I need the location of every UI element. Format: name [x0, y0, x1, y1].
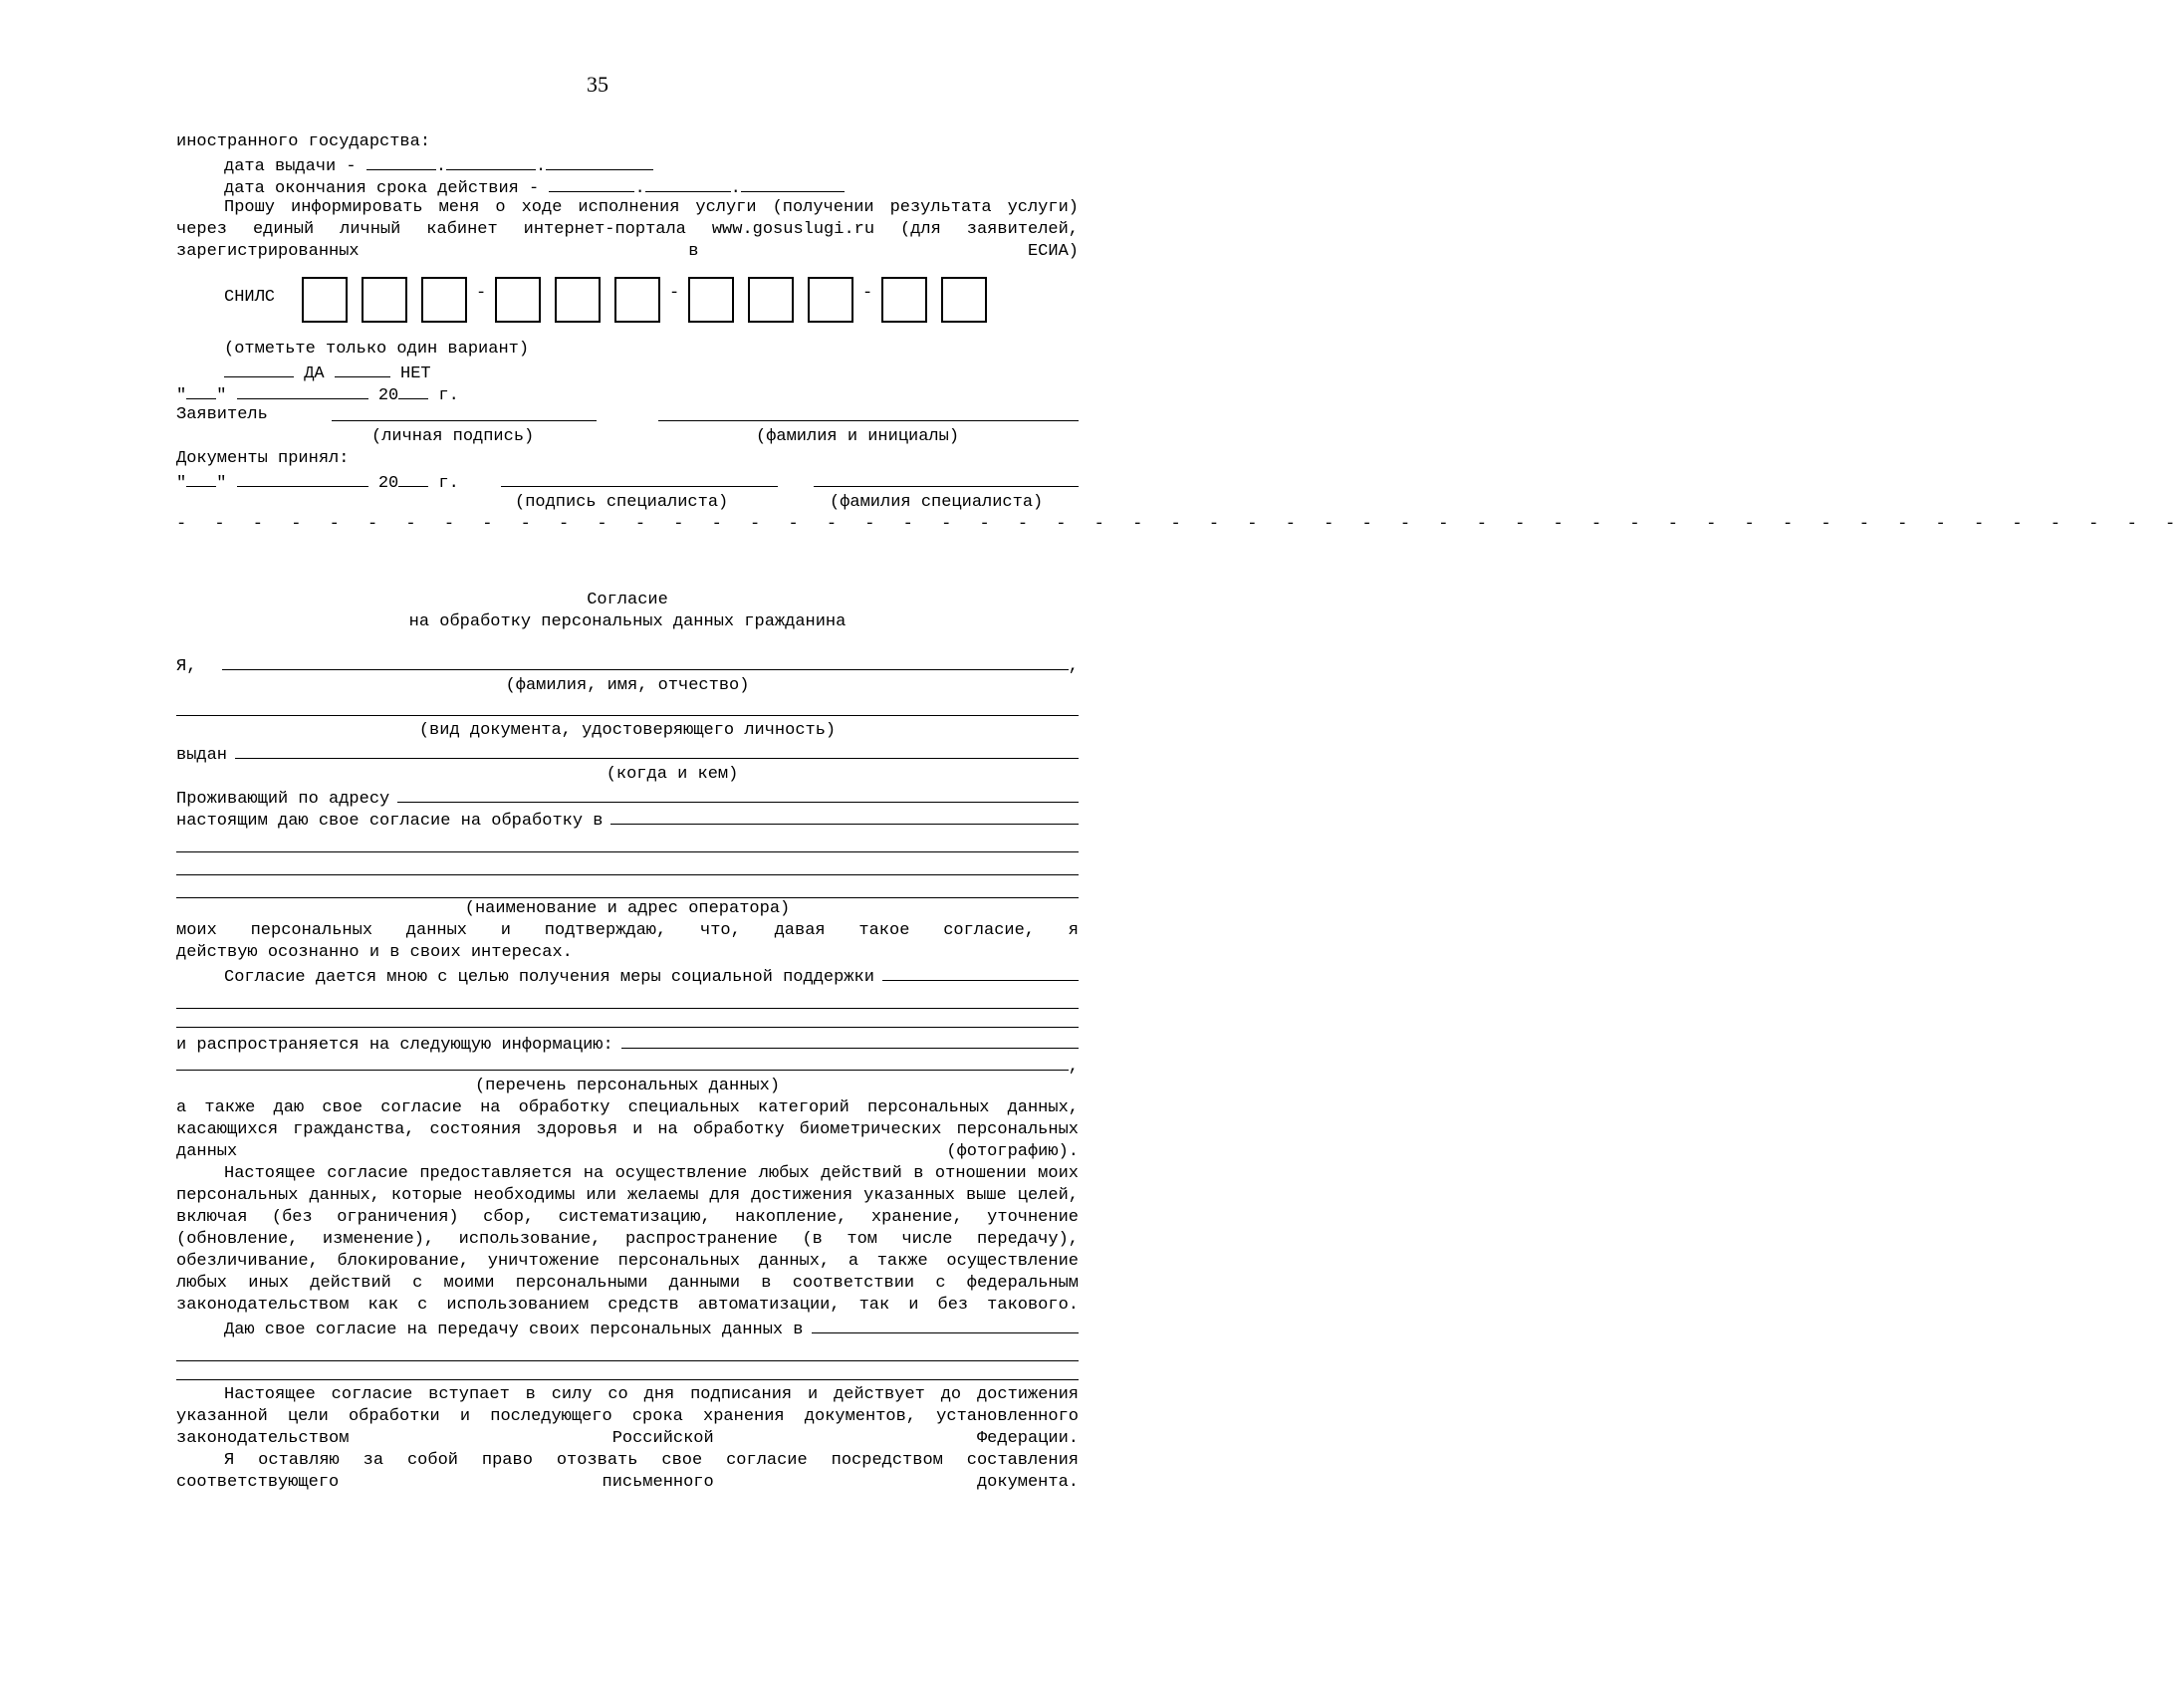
date-year-field[interactable]	[398, 382, 428, 399]
year-prefix: 20	[377, 474, 399, 493]
fio-field[interactable]	[222, 653, 1068, 670]
year-suffix: г.	[438, 386, 459, 405]
validity-paragraph: Настоящее согласие вступает в силу со дня подписания и действует до достижения указанной цели обработки и последующего срока хранения документов, установленного законодательством Российской Федерации.	[176, 1385, 1079, 1448]
expiry-year-field[interactable]	[741, 175, 845, 192]
expiry-date-line: дата окончания срока действия - . .	[176, 175, 1079, 197]
data-list-caption: (перечень персональных данных)	[474, 1077, 781, 1095]
surname-initials-caption: (фамилия и инициалы)	[756, 427, 960, 446]
personal-signature-caption: (личная подпись)	[371, 427, 535, 446]
specialist-name-field[interactable]	[814, 470, 1079, 487]
consent-to-label: настоящим даю свое согласие на обработку в	[176, 812, 604, 831]
docs-accepted-line	[176, 448, 1079, 470]
snils-label: СНИЛС	[224, 288, 276, 307]
applicant-line	[176, 404, 1079, 426]
operator-field-3[interactable]	[176, 852, 1079, 875]
fio-caption: (фамилия, имя, отчество)	[505, 676, 750, 695]
consent-title-block	[176, 590, 1079, 633]
no-label: НЕТ	[400, 364, 431, 383]
revoke-paragraph: Я оставляю за собой право отозвать свое согласие посредством составления соответствующего письменного документа.	[176, 1451, 1079, 1492]
cut-line: - - - - - - - - - - - - - - - - - - - - - - - - - - - - - - - - - - - - - - - - - - - - - - - - - - - - -	[176, 515, 2184, 534]
issue-year-field[interactable]	[546, 153, 653, 170]
foreign-state-line	[176, 131, 1079, 153]
when-by-whom-caption: (когда и кем)	[606, 765, 739, 784]
page-number: 35	[587, 72, 608, 97]
date-month-field[interactable]	[237, 382, 368, 399]
special-categories-paragraph: а также даю свое согласие на обработку специальных категорий персональных данных, касающихся гражданства, состояния здоровья и на обработку биометрических персональных данных (фотографию).	[176, 1098, 1079, 1161]
snils-box-11[interactable]	[941, 277, 987, 323]
operator-caption: (наименование и адрес оператора)	[464, 899, 791, 918]
form-content	[176, 131, 2184, 1494]
date-line-2: " " 20 г.	[176, 470, 1079, 492]
issued-field[interactable]	[235, 742, 1079, 759]
snils-row	[176, 273, 1079, 339]
purpose-field-1[interactable]	[882, 964, 1079, 981]
accept-month-field[interactable]	[237, 470, 368, 487]
operator-field-2[interactable]	[176, 830, 1079, 852]
my-data-line-2: действую осознанно и в своих интересах.	[176, 943, 573, 962]
snils-box-7[interactable]	[688, 277, 734, 323]
issue-date-label: дата выдачи -	[224, 157, 357, 176]
snils-separator: -	[669, 284, 680, 303]
snils-box-2[interactable]	[362, 277, 407, 323]
snils-separator: -	[476, 284, 487, 303]
accept-day-field[interactable]	[186, 470, 216, 487]
snils-box-10[interactable]	[881, 277, 927, 323]
yes-checkbox-field[interactable]	[224, 361, 294, 377]
choose-one-text: (отметьте только один вариант)	[224, 340, 530, 359]
specialist-signature-caption: (подпись специалиста)	[515, 493, 729, 512]
specialist-captions	[176, 492, 1079, 514]
purpose-field-2[interactable]	[176, 986, 1079, 1009]
inform-request: Прошу информировать меня о ходе исполнения услуги (получении результата услуги) через единый личный кабинет интернет-портала www.gosuslugi.ru (для заявителей, зарегистрированных в ЕСИА)	[176, 198, 1079, 261]
purpose-line	[176, 964, 1079, 986]
expiry-month-field[interactable]	[645, 175, 731, 192]
i-label: Я,	[176, 657, 197, 676]
data-list-line-2: ,	[176, 1054, 1079, 1076]
consent-subtitle: на обработку персональных данных гражданина	[408, 612, 847, 631]
transfer-label: Даю свое согласие на передачу своих персональных данных в	[224, 1321, 804, 1339]
fio-line: Я, ,	[176, 653, 1079, 675]
yes-no-line	[176, 361, 1079, 382]
docs-accepted-label: Документы принял:	[176, 449, 350, 468]
specialist-signature-field[interactable]	[501, 470, 778, 487]
operator-field-1[interactable]	[610, 808, 1079, 825]
applicant-label: Заявитель	[176, 405, 268, 424]
choose-one-line	[176, 339, 1079, 361]
issued-label: выдан	[176, 746, 228, 765]
date-line-1: " " 20 г.	[176, 382, 1079, 404]
applicant-signature-field[interactable]	[332, 404, 597, 421]
specialist-surname-caption: (фамилия специалиста)	[830, 493, 1044, 512]
year-suffix: г.	[438, 474, 459, 493]
consent-title: Согласие	[587, 591, 668, 609]
year-prefix: 20	[377, 386, 399, 405]
my-data-line-1: моих персональных данных и подтверждаю, что, давая такое согласие, я	[176, 921, 1079, 940]
address-field[interactable]	[397, 786, 1079, 803]
issue-month-field[interactable]	[446, 153, 536, 170]
purpose-field-3[interactable]	[176, 1009, 1079, 1028]
date-day-field[interactable]	[186, 382, 216, 399]
actions-paragraph: Настоящее согласие предоставляется на осуществление любых действий в отношении моих персональных данных, которые необходимы или желаемы для достижения указанных выше целей, включая (без ограничения) сбор, систематизацию, накопление, хранение, уточнение (обновление, изменение), использование, распространение (в том числе передачу), обезличивание, блокирование, уничтожение персональных данных, а также осуществление любых иных действий с моими персональными данными в соответствии с федеральным законодательством как с использованием средств автоматизации, так и без такового.	[176, 1164, 1079, 1315]
accept-year-field[interactable]	[398, 470, 428, 487]
applies-line	[176, 1032, 1079, 1054]
issued-line	[176, 742, 1079, 764]
applicant-captions	[176, 426, 1079, 448]
snils-box-1[interactable]	[302, 277, 348, 323]
snils-box-8[interactable]	[748, 277, 794, 323]
id-doc-caption: (вид документа, удостоверяющего личность)	[418, 721, 837, 740]
no-checkbox-field[interactable]	[335, 361, 390, 377]
applicant-name-field[interactable]	[658, 404, 1079, 421]
transfer-line	[176, 1317, 1079, 1338]
operator-field-4[interactable]	[176, 875, 1079, 898]
expiry-day-field[interactable]	[549, 175, 634, 192]
address-line	[176, 786, 1079, 808]
purpose-label: Согласие дается мною с целью получения меры социальной поддержки	[224, 968, 874, 987]
foreign-state-text: иностранного государства:	[176, 132, 431, 151]
transfer-field-1[interactable]	[812, 1317, 1080, 1333]
applies-label: и распространяется на следующую информацию:	[176, 1036, 613, 1055]
transfer-field-3[interactable]	[176, 1361, 1079, 1380]
id-document-field[interactable]	[176, 697, 1079, 716]
data-list-field-1[interactable]	[621, 1032, 1079, 1049]
snils-separator: -	[862, 284, 873, 303]
transfer-field-2[interactable]	[176, 1338, 1079, 1361]
snils-box-3[interactable]	[421, 277, 467, 323]
data-list-field-2[interactable]	[176, 1054, 1069, 1071]
snils-box-9[interactable]	[808, 277, 853, 323]
issue-day-field[interactable]	[366, 153, 436, 170]
snils-box-4[interactable]	[495, 277, 541, 323]
snils-box-6[interactable]	[614, 277, 660, 323]
operator-line	[176, 808, 1079, 830]
address-label: Проживающий по адресу	[176, 790, 390, 809]
expiry-date-label: дата окончания срока действия -	[224, 179, 540, 198]
yes-label: ДА	[304, 364, 325, 383]
snils-box-5[interactable]	[555, 277, 601, 323]
issue-date-line: дата выдачи - . .	[176, 153, 1079, 175]
